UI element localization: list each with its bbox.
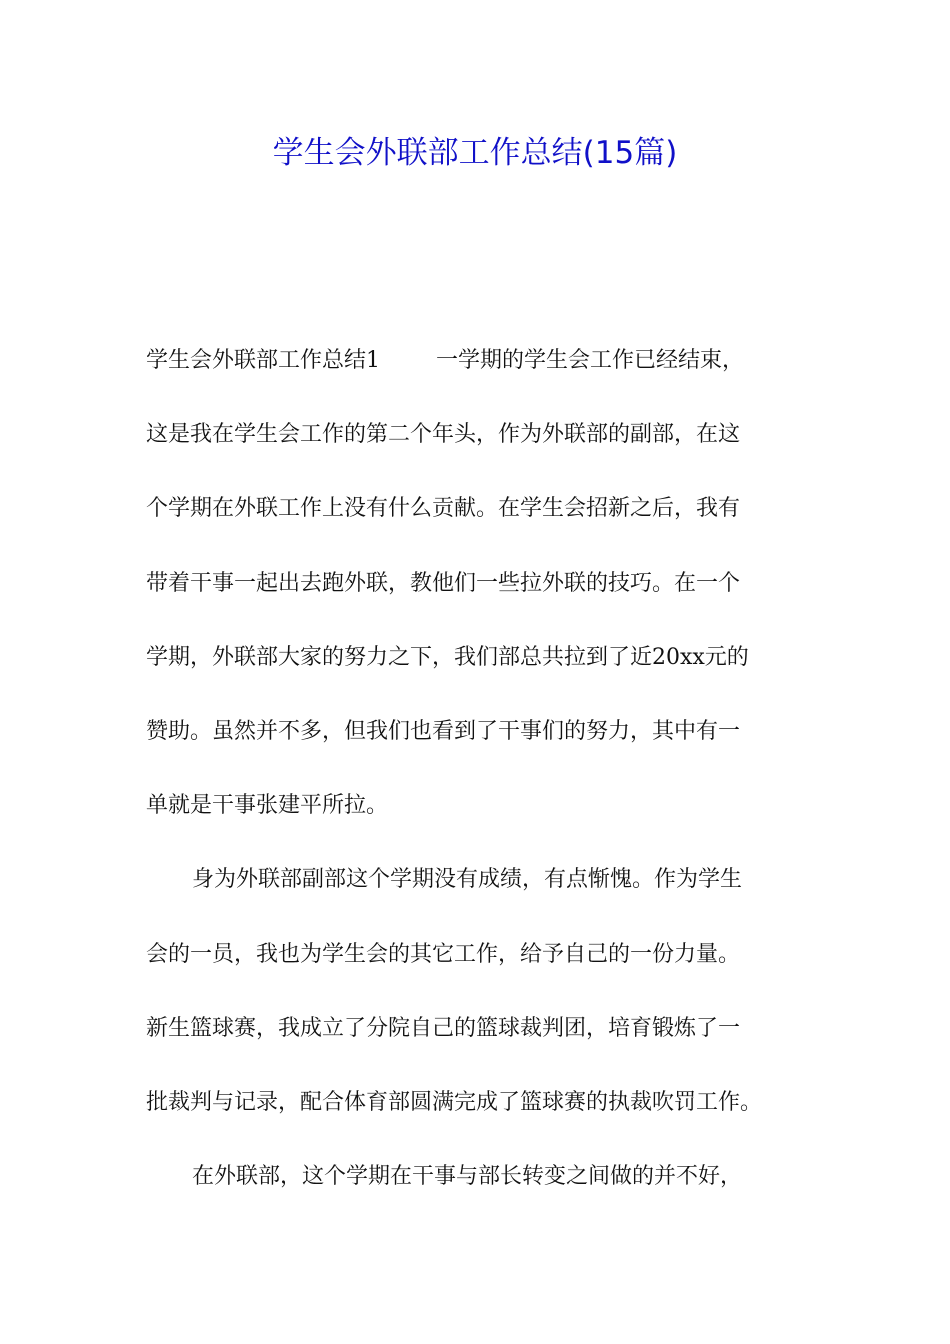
text-line: 学期，外联部大家的努力之下，我们部总共拉到了近20xx元的 — [146, 644, 749, 670]
text-line: 单就是干事张建平所拉。 — [146, 793, 389, 819]
document-body — [146, 337, 810, 1227]
paragraph-first-line: 身为外联部副部这个学期没有成绩，有点惭愧。作为学生 — [192, 867, 743, 893]
text-line: 个学期在外联工作上没有什么贡献。在学生会招新之后，我有 — [146, 496, 741, 522]
text-line: 赞助。虽然并不多，但我们也看到了干事们的努力，其中有一 — [146, 718, 741, 744]
text-line: 会的一员，我也为学生会的其它工作，给予自己的一份力量。 — [146, 941, 741, 967]
text-line: 批裁判与记录，配合体育部圆满完成了篮球赛的执裁吹罚工作。 — [146, 1089, 763, 1115]
text-line: 带着干事一起出去跑外联，教他们一些拉外联的技巧。在一个 — [146, 570, 741, 596]
text-line — [146, 337, 810, 411]
document-title: 学生会外联部工作总结(15篇) — [272, 135, 678, 171]
line-text: 一学期的学生会工作已经结束， — [436, 348, 745, 373]
text-line: 新生篮球赛，我成立了分院自己的篮球裁判团，培育锻炼了一 — [146, 1015, 741, 1041]
text-line: 这是我在学生会工作的第二个年头，作为外联部的副部，在这 — [146, 422, 741, 448]
section-heading: 学生会外联部工作总结1 — [146, 348, 380, 373]
paragraph-first-line: 在外联部，这个学期在干事与部长转变之间做的并不好， — [192, 1164, 743, 1190]
